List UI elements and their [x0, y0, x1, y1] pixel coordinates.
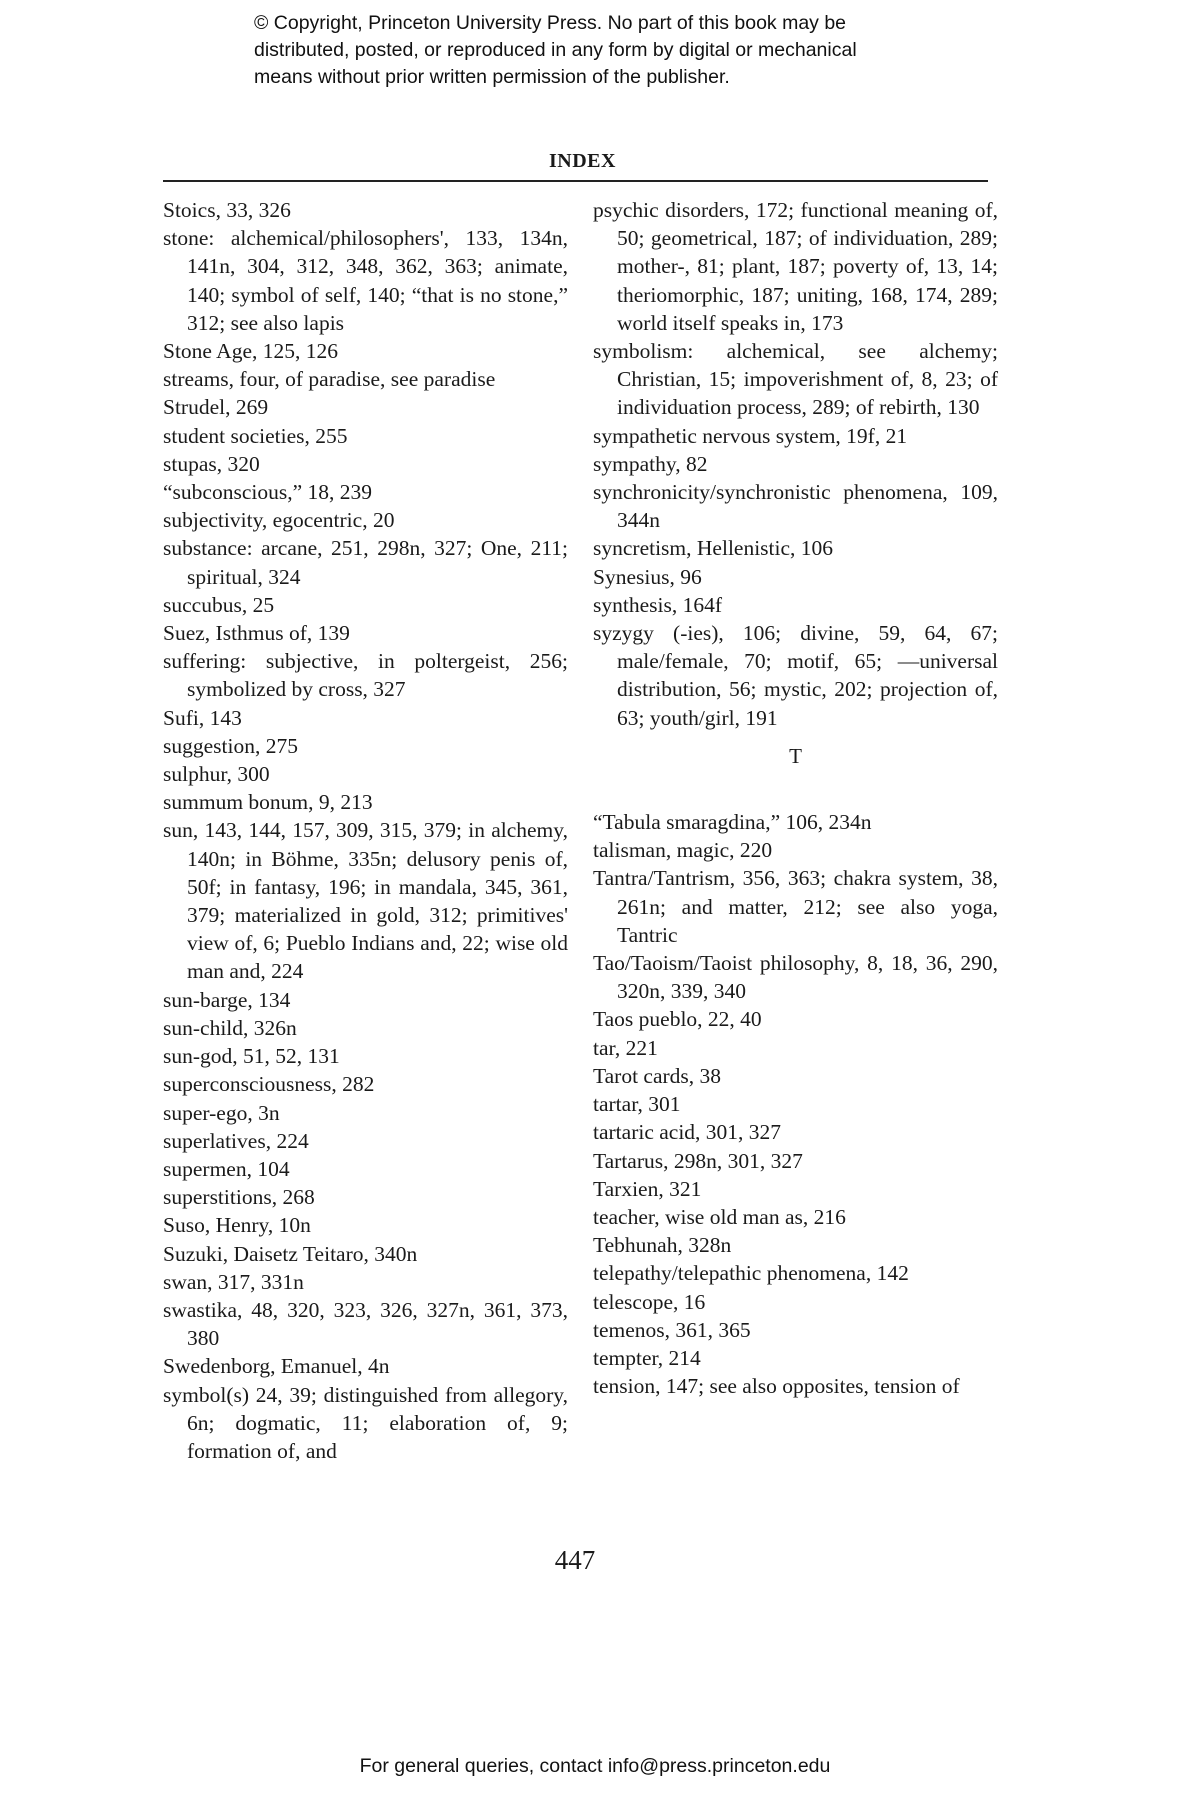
index-entry: supermen, 104: [163, 1156, 290, 1181]
index-entry: sun-child, 326n: [163, 1015, 297, 1040]
left-index-column: [163, 196, 568, 1465]
index-entry: teacher, wise old man as, 216: [593, 1204, 846, 1229]
index-entry: substance: arcane, 251, 298n, 327; One, 211; spiritual, 324: [163, 536, 568, 589]
index-entry: Tao/Taoism/Taoist philosophy, 8, 18, 36, 290, 320n, 339, 340: [593, 951, 998, 1004]
index-entry: tension, 147; see also opposites, tension of: [593, 1374, 960, 1399]
index-entry: stone: alchemical/philosophers', 133, 134n, 141n, 304, 312, 348, 362, 363; animate, 140; symbol of self, 140; “that is no stone,” 312; see also lapis: [163, 226, 568, 335]
index-entry: talisman, magic, 220: [593, 838, 773, 863]
copyright-line: means without prior written permission of the publisher.: [254, 66, 730, 88]
index-entry: tartar, 301: [593, 1092, 681, 1117]
index-entry: suggestion, 275: [163, 733, 298, 758]
index-entry: Stone Age, 125, 126: [163, 339, 338, 364]
index-entry: syzygy (-ies), 106; divine, 59, 64, 67; male/female, 70; motif, 65; —universal distribution, 56; mystic, 202; projection of, 63; youth/girl, 191: [593, 621, 998, 730]
t-entries: [593, 808, 998, 1400]
index-entry: succubus, 25: [163, 592, 275, 617]
index-entry: temenos, 361, 365: [593, 1317, 751, 1342]
index-entry: Tantra/Tantrism, 356, 363; chakra system, 38, 261n; and matter, 212; see also yoga, Tantric: [593, 866, 998, 947]
index-entry: student societies, 255: [163, 423, 348, 448]
index-entry: sun-god, 51, 52, 131: [163, 1044, 340, 1069]
index-entry: tempter, 214: [593, 1345, 701, 1370]
index-entry: psychic disorders, 172; functional meaning of, 50; geometrical, 187; of individuation, 289; mother-, 81; plant, 187; poverty of, 13, 14; theriomorphic, 187; uniting, 168, 174, 289; world itself speaks in, 173: [593, 198, 998, 335]
copyright-line: distributed, posted, or reproduced in any form by digital or mechanical: [254, 39, 857, 61]
page-number: 447: [554, 1545, 596, 1575]
index-entry: Tarxien, 321: [593, 1176, 702, 1201]
index-entry: Taos pueblo, 22, 40: [593, 1007, 762, 1032]
index-entry: superlatives, 224: [163, 1128, 309, 1153]
index-entry: synchronicity/synchronistic phenomena, 109, 344n: [593, 480, 998, 533]
index-entry: sympathy, 82: [593, 451, 708, 476]
index-entry: superstitions, 268: [163, 1185, 315, 1210]
index-entry: streams, four, of paradise, see paradise: [163, 367, 496, 392]
page-title: INDEX: [549, 150, 616, 172]
index-entry: stupas, 320: [163, 451, 260, 476]
index-entry: suffering: subjective, in poltergeist, 256; symbolized by cross, 327: [163, 649, 568, 702]
index-entry: symbol(s) 24, 39; distinguished from allegory, 6n; dogmatic, 11; elaboration of, 9; formation of, and: [163, 1382, 568, 1463]
section-letter: T: [789, 743, 802, 768]
index-entry: “Tabula smaragdina,” 106, 234n: [593, 810, 872, 835]
right-index-column: [593, 196, 998, 1400]
index-entry: symbolism: alchemical, see alchemy; Christian, 15; impoverishment of, 8, 23; of individuation process, 289; of rebirth, 130: [593, 339, 998, 420]
index-entry: subjectivity, egocentric, 20: [163, 508, 395, 533]
index-entry: superconsciousness, 282: [163, 1072, 375, 1097]
index-entry: telescope, 16: [593, 1289, 706, 1314]
index-entry: swan, 317, 331n: [163, 1269, 304, 1294]
index-entry: Suez, Isthmus of, 139: [163, 621, 350, 646]
copyright-line: © Copyright, Princeton University Press. No part of this book may be: [254, 12, 847, 34]
copyright-notice: [254, 10, 1014, 91]
index-entry: tar, 221: [593, 1035, 658, 1060]
index-entry: swastika, 48, 320, 323, 326, 327n, 361, 373, 380: [163, 1297, 568, 1351]
header-rule: [163, 180, 988, 182]
index-entry: sulphur, 300: [163, 762, 270, 787]
index-entry: Tarot cards, 38: [593, 1063, 722, 1088]
index-entry: Swedenborg, Emanuel, 4n: [163, 1354, 390, 1379]
index-entry: Suzuki, Daisetz Teitaro, 340n: [163, 1241, 418, 1266]
index-entry: syncretism, Hellenistic, 106: [593, 536, 834, 561]
index-entry: sympathetic nervous system, 19f, 21: [593, 423, 908, 448]
index-entry: sun-barge, 134: [163, 987, 291, 1012]
index-entry: Strudel, 269: [163, 395, 269, 420]
s-entries: [593, 196, 998, 732]
index-entry: Suso, Henry, 10n: [163, 1213, 311, 1238]
footer-contact: For general queries, contact info@press.princeton.edu: [359, 1755, 831, 1777]
index-entry: super-ego, 3n: [163, 1100, 280, 1125]
index-entry: telepathy/telepathic phenomena, 142: [593, 1261, 909, 1286]
index-entry: Sufi, 143: [163, 705, 242, 730]
index-entry: tartaric acid, 301, 327: [593, 1120, 782, 1145]
index-entry: Stoics, 33, 326: [163, 198, 291, 222]
index-entry: Tartarus, 298n, 301, 327: [593, 1148, 803, 1173]
index-entry: sun, 143, 144, 157, 309, 315, 379; in alchemy, 140n; in Böhme, 335n; delusory penis of, 50f; in fantasy, 196; in mandala, 345, 361, 379; materialized in gold, 312; primitives' view of, 6; Pueblo Indians and, 22; wise old man and, 224: [163, 818, 568, 984]
index-entry: Tebhunah, 328n: [593, 1233, 732, 1258]
index-entry: Synesius, 96: [593, 564, 702, 589]
index-entry: synthesis, 164f: [593, 592, 722, 617]
index-entry: summum bonum, 9, 213: [163, 790, 373, 815]
index-entry: “subconscious,” 18, 239: [163, 480, 372, 505]
